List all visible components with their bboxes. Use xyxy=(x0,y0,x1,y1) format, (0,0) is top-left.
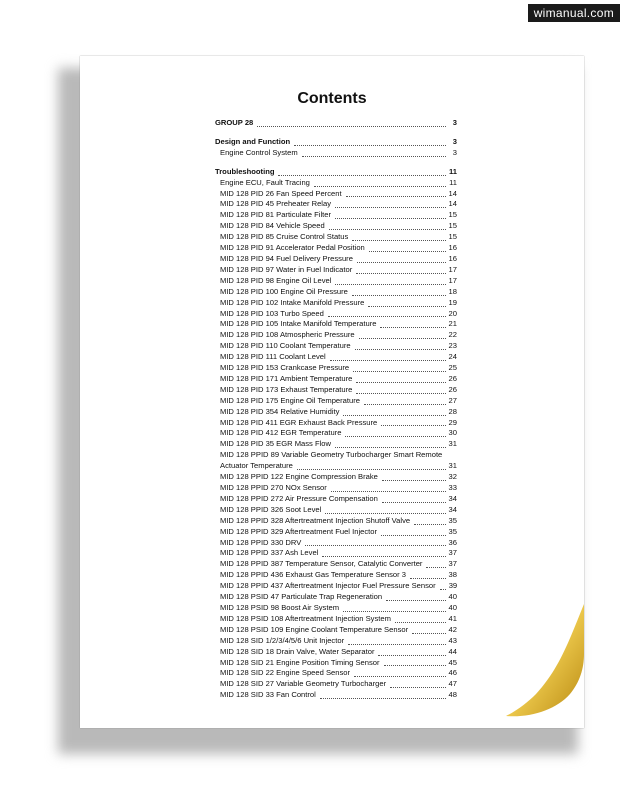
toc-entry-label: MID 128 PID 412 EGR Temperature xyxy=(220,428,342,438)
dot-leader xyxy=(302,156,446,157)
toc-entry-label: MID 128 PPID 437 Aftertreatment Injector Fuel Pressure Sensor xyxy=(220,581,436,591)
toc-page-number: 17 xyxy=(448,275,457,285)
toc-page-number: 3 xyxy=(452,118,457,127)
toc-page-number: 29 xyxy=(448,417,457,427)
toc-entry[interactable] xyxy=(215,232,457,243)
dot-leader xyxy=(278,175,445,176)
toc-entry-label: MID 128 PPID 328 Aftertreatment Injection Shutoff Valve xyxy=(220,515,411,525)
toc-page-number: 16 xyxy=(448,253,457,263)
toc-entry-label: MID 128 PID 94 Fuel Delivery Pressure xyxy=(220,253,353,263)
toc-entry[interactable] xyxy=(215,538,457,549)
toc-entry-label: MID 128 SID 33 Fan Control xyxy=(220,690,316,700)
dot-leader xyxy=(335,207,446,208)
toc-page-number: 35 xyxy=(448,515,457,525)
toc-entry[interactable] xyxy=(215,603,457,614)
toc-entry[interactable] xyxy=(215,636,457,647)
toc-entry-label: MID 128 PSID 108 Aftertreatment Injection System xyxy=(220,613,391,623)
page-curl-icon xyxy=(500,598,584,728)
toc-entry-label: Engine Control System xyxy=(220,147,298,157)
toc-page-number: 37 xyxy=(448,548,457,558)
dot-leader xyxy=(386,600,445,601)
toc-entry[interactable] xyxy=(215,516,457,527)
dot-leader xyxy=(335,284,445,285)
toc-entry[interactable] xyxy=(215,505,457,516)
toc-page-number: 31 xyxy=(448,439,457,449)
dot-leader xyxy=(257,126,446,127)
dot-leader xyxy=(357,262,446,263)
toc-page-number: 3 xyxy=(452,136,457,146)
toc-entry[interactable] xyxy=(215,243,457,254)
toc-entry-label: MID 128 PID 175 Engine Oil Temperature xyxy=(220,395,360,405)
toc-entry[interactable] xyxy=(215,221,457,232)
toc-entry-label: MID 128 PID 85 Cruise Control Status xyxy=(220,232,349,242)
toc-entry[interactable] xyxy=(215,309,457,320)
dot-leader xyxy=(382,480,446,481)
toc-entry[interactable] xyxy=(215,581,457,592)
toc-page-number: 15 xyxy=(448,210,457,220)
toc-entry[interactable] xyxy=(215,614,457,625)
toc-page-number: 43 xyxy=(448,635,457,645)
dot-leader xyxy=(356,273,445,274)
toc-entry-label: MID 128 PSID 47 Particulate Trap Regeneration xyxy=(220,592,383,602)
dot-leader xyxy=(314,186,446,187)
toc-entry[interactable] xyxy=(215,167,457,178)
dot-leader xyxy=(328,316,446,317)
toc-page-number: 32 xyxy=(448,472,457,482)
toc-entry[interactable] xyxy=(215,494,457,505)
dot-leader xyxy=(355,349,446,350)
dot-leader xyxy=(356,393,445,394)
toc-entry[interactable] xyxy=(215,570,457,581)
toc-entry-label: MID 128 SID 22 Engine Speed Sensor xyxy=(220,668,351,678)
toc-page-number: 18 xyxy=(448,286,457,296)
toc-entry-label: MID 128 PID 354 Relative Humidity xyxy=(220,406,340,416)
toc-entry[interactable] xyxy=(215,199,457,210)
toc-entry[interactable] xyxy=(215,298,457,309)
toc-entry-label-cont: Actuator Temperature xyxy=(220,461,293,471)
toc-entry-label: MID 128 SID 21 Engine Position Timing Sensor xyxy=(220,657,380,667)
toc-entry-label: MID 128 PSID 109 Engine Coolant Temperature Sensor xyxy=(220,624,409,634)
toc-entry[interactable] xyxy=(215,330,457,341)
toc-page-number: 39 xyxy=(448,581,458,591)
toc-page-number: 22 xyxy=(448,330,457,340)
toc-entry[interactable] xyxy=(215,483,457,494)
toc-entry-label: MID 128 SID 18 Drain Valve, Water Separator xyxy=(220,646,375,656)
toc-page-number: 14 xyxy=(448,188,457,198)
dot-leader xyxy=(390,687,445,688)
toc-entry-label: MID 128 PPID 272 Air Pressure Compensation xyxy=(220,493,378,503)
dot-leader xyxy=(294,145,446,146)
toc-entry[interactable] xyxy=(215,450,457,472)
toc-entry-label: MID 128 PID 98 Engine Oil Level xyxy=(220,275,332,285)
toc-page-number: 26 xyxy=(448,373,457,383)
dot-leader xyxy=(368,306,445,307)
dot-leader xyxy=(345,436,445,437)
toc-entry[interactable] xyxy=(215,428,457,439)
toc-page-number: 23 xyxy=(448,341,457,351)
toc-entry[interactable] xyxy=(215,265,457,276)
toc-entry-label: MID 128 PID 173 Exhaust Temperature xyxy=(220,384,353,394)
toc-page-number: 15 xyxy=(448,221,457,231)
toc-entry[interactable] xyxy=(215,287,457,298)
dot-leader xyxy=(395,622,446,623)
dot-leader xyxy=(325,513,445,514)
toc-entry[interactable] xyxy=(215,625,457,636)
document-page xyxy=(80,56,584,728)
toc-entry[interactable] xyxy=(215,148,457,159)
toc-entry-label: MID 128 PID 45 Preheater Relay xyxy=(220,199,332,209)
dot-leader xyxy=(330,360,446,361)
toc-page-number: 40 xyxy=(448,602,457,612)
dot-leader xyxy=(412,633,445,634)
toc-page-number: 36 xyxy=(448,537,457,547)
toc-page-number: 15 xyxy=(448,232,457,242)
toc-entry[interactable] xyxy=(215,118,457,129)
toc-entry-label: MID 128 SID 27 Variable Geometry Turbocharger xyxy=(220,679,387,689)
toc-page-number: 44 xyxy=(448,646,457,656)
toc-page-number: 41 xyxy=(448,613,457,623)
toc-entry-label: MID 128 PPID 326 Soot Level xyxy=(220,504,322,514)
toc-entry[interactable] xyxy=(215,668,457,679)
dot-leader xyxy=(356,382,445,383)
page-title: Contents xyxy=(297,90,367,107)
toc-entry-label: MID 128 PID 84 Vehicle Speed xyxy=(220,221,325,231)
toc-entry[interactable] xyxy=(215,548,457,559)
toc-page-number: 45 xyxy=(448,657,457,667)
dot-leader xyxy=(353,371,445,372)
toc-entry[interactable] xyxy=(215,189,457,200)
dot-leader xyxy=(348,644,445,645)
toc-entry-label: MID 128 PID 97 Water in Fuel Indicator xyxy=(220,264,353,274)
dot-leader xyxy=(380,327,445,328)
toc-page-number: 33 xyxy=(448,483,457,492)
dot-leader xyxy=(382,502,446,503)
dot-leader xyxy=(335,218,446,219)
toc-page-number: 3 xyxy=(452,147,457,157)
toc-entry-label: MID 128 PID 105 Intake Manifold Temperature xyxy=(220,319,377,329)
toc-entry[interactable] xyxy=(215,374,457,385)
toc-entry-label: MID 128 PPID 436 Exhaust Gas Temperature Sensor 3 xyxy=(220,570,407,580)
toc-page-number: 11 xyxy=(448,166,457,176)
dot-leader xyxy=(440,589,446,590)
toc-entry-label: MID 128 PPID 387 Temperature Sensor, Catalytic Converter xyxy=(220,559,423,569)
dot-leader xyxy=(426,567,445,568)
toc-entry-label: MID 128 PID 153 Crankcase Pressure xyxy=(220,363,350,373)
toc-entry-label: MID 128 PPID 329 Aftertreatment Fuel Injector xyxy=(220,526,378,536)
toc-page-number: 14 xyxy=(448,199,457,209)
toc-entry-label: MID 128 PID 171 Ambient Temperature xyxy=(220,373,353,383)
dot-leader xyxy=(381,425,445,426)
toc-entry[interactable] xyxy=(215,527,457,538)
toc-entry[interactable] xyxy=(215,341,457,352)
dot-leader xyxy=(352,240,445,241)
toc-entry[interactable] xyxy=(215,254,457,265)
toc-entry[interactable] xyxy=(215,472,457,483)
dot-leader xyxy=(364,404,446,405)
toc-entry-label: MID 128 PID 103 Turbo Speed xyxy=(220,308,324,318)
toc-entry[interactable] xyxy=(215,319,457,330)
dot-leader xyxy=(329,229,446,230)
dot-leader xyxy=(354,676,446,677)
toc-page-number: 35 xyxy=(448,526,457,536)
dot-leader xyxy=(331,491,446,492)
toc-page-number: 40 xyxy=(448,592,457,602)
toc-entry-label: MID 128 PPID 330 DRV xyxy=(220,537,302,547)
toc-page-number: 37 xyxy=(448,559,457,569)
toc-entry-label: MID 128 PPID 122 Engine Compression Brake xyxy=(220,472,378,482)
toc-entry-label: MID 128 PID 91 Accelerator Pedal Position xyxy=(220,243,365,253)
toc-page-number: 17 xyxy=(448,264,457,274)
toc-entry[interactable] xyxy=(215,592,457,603)
toc-entry[interactable] xyxy=(215,385,457,396)
toc-entry[interactable] xyxy=(215,679,457,690)
toc-entry[interactable] xyxy=(215,418,457,429)
dot-leader xyxy=(352,295,446,296)
dot-leader xyxy=(384,665,446,666)
toc-entry-label: MID 128 PPID 270 NOx Sensor xyxy=(220,483,327,492)
toc-entry-label: MID 128 PID 81 Particulate Filter xyxy=(220,210,331,220)
toc-page-number: 47 xyxy=(448,679,457,689)
toc-entry-label: MID 128 PID 111 Coolant Level xyxy=(220,352,326,362)
toc-entry-label: Engine ECU, Fault Tracing xyxy=(220,177,310,187)
dot-leader xyxy=(378,655,445,656)
watermark: wimanual.com xyxy=(528,4,620,22)
dot-leader xyxy=(381,535,446,536)
dot-leader xyxy=(346,196,446,197)
toc-entry-label: MID 128 PID 110 Coolant Temperature xyxy=(220,341,351,351)
toc-page-number: 48 xyxy=(448,690,457,700)
toc-entry[interactable] xyxy=(215,276,457,287)
toc-entry-label: Design and Function xyxy=(215,136,291,146)
toc-entry[interactable] xyxy=(215,559,457,570)
toc-entry[interactable] xyxy=(215,690,457,701)
toc-entry-label: GROUP 28 xyxy=(215,118,254,127)
toc-entry[interactable] xyxy=(215,210,457,221)
toc-page-number: 28 xyxy=(448,406,457,416)
table-of-contents xyxy=(215,118,457,701)
toc-entry[interactable] xyxy=(215,407,457,418)
dot-leader xyxy=(335,447,446,448)
toc-page-number: 27 xyxy=(448,395,457,405)
dot-leader xyxy=(343,611,446,612)
dot-leader xyxy=(305,545,445,546)
toc-page-number: 11 xyxy=(449,177,457,187)
toc-page-number: 42 xyxy=(448,624,457,634)
toc-page-number: 20 xyxy=(448,308,457,318)
dot-leader xyxy=(320,698,446,699)
dot-leader xyxy=(410,578,446,579)
toc-entry[interactable] xyxy=(215,439,457,450)
toc-entry-label: MID 128 PID 100 Engine Oil Pressure xyxy=(220,286,348,296)
dot-leader xyxy=(414,524,445,525)
toc-entry[interactable] xyxy=(215,647,457,658)
toc-entry-label: MID 128 PID 102 Intake Manifold Pressure xyxy=(220,297,365,307)
dot-leader xyxy=(297,469,446,470)
toc-entry[interactable] xyxy=(215,178,457,189)
toc-entry-label: MID 128 PID 35 EGR Mass Flow xyxy=(220,439,331,449)
toc-page-number: 31 xyxy=(448,461,457,471)
toc-entry-label: MID 128 PPID 89 Variable Geometry Turbocharger Smart Remote xyxy=(220,450,443,460)
toc-entry-label: MID 128 PID 108 Atmospheric Pressure xyxy=(220,330,355,340)
toc-entry[interactable] xyxy=(215,137,457,148)
toc-page-number: 38 xyxy=(448,570,457,580)
toc-page-number: 16 xyxy=(448,243,457,253)
toc-entry[interactable] xyxy=(215,363,457,374)
toc-page-number: 30 xyxy=(448,428,457,438)
toc-page-number: 34 xyxy=(448,493,457,503)
toc-page-number: 24 xyxy=(448,352,457,362)
dot-leader xyxy=(369,251,446,252)
toc-entry-label: MID 128 PID 26 Fan Speed Percent xyxy=(220,188,342,198)
dot-leader xyxy=(343,415,445,416)
dot-leader xyxy=(359,338,446,339)
toc-entry-label: MID 128 PID 411 EGR Exhaust Back Pressure xyxy=(220,417,378,427)
toc-entry[interactable] xyxy=(215,352,457,363)
toc-page-number: 34 xyxy=(448,504,457,514)
toc-page-number: 46 xyxy=(448,668,457,678)
toc-entry-label: MID 128 PSID 98 Boost Air System xyxy=(220,602,340,612)
toc-page-number: 25 xyxy=(448,363,457,373)
toc-page-number: 19 xyxy=(448,297,457,307)
toc-page-number: 26 xyxy=(448,384,457,394)
dot-leader xyxy=(322,556,445,557)
toc-entry-label: Troubleshooting xyxy=(215,166,275,176)
toc-entry[interactable] xyxy=(215,658,457,669)
toc-page-number: 21 xyxy=(448,319,457,329)
toc-entry-label: MID 128 PPID 337 Ash Level xyxy=(220,548,319,558)
toc-entry[interactable] xyxy=(215,396,457,407)
toc-entry-label: MID 128 SID 1/2/3/4/5/6 Unit Injector xyxy=(220,635,345,645)
